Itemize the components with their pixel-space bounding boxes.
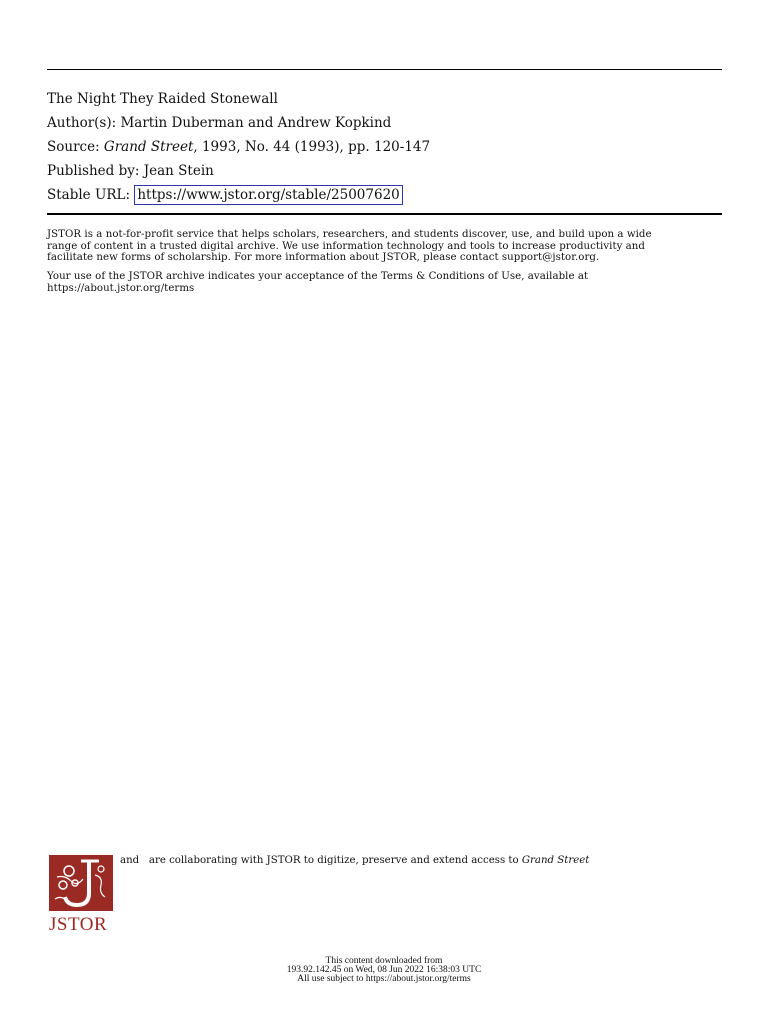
publisher-value: Jean Stein xyxy=(143,163,214,179)
article-title xyxy=(47,87,278,111)
jstor-notice xyxy=(47,229,722,264)
terms-notice xyxy=(47,271,722,294)
collaboration-journal: Grand Street xyxy=(521,855,590,866)
stable-url-link[interactable]: https://www.jstor.org/stable/25007620 xyxy=(134,185,402,205)
jstor-wordmark: JSTOR xyxy=(49,914,108,935)
source-label: Source: xyxy=(47,139,100,155)
collaboration-text: and are collaborating with JSTOR to digitize, preserve and extend access to xyxy=(120,855,522,866)
source-details: , 1993, No. 44 (1993), pp. 120-147 xyxy=(193,139,431,155)
notice-line: range of content in a trusted digital archive. We use information technology and tools to increase productivity and xyxy=(47,240,645,252)
header-divider xyxy=(47,213,722,215)
authors-value: Martin Duberman and Andrew Kopkind xyxy=(120,115,392,131)
stable-url-label: Stable URL: xyxy=(47,187,131,203)
collaboration-statement xyxy=(120,855,589,866)
jstor-logo-icon xyxy=(49,855,113,911)
top-rule xyxy=(47,69,722,70)
footer-download-line: This content downloaded from xyxy=(325,956,443,966)
publisher-line xyxy=(47,159,214,183)
source-line xyxy=(47,135,430,159)
authors-line xyxy=(47,111,391,135)
footer-ip-line: 193.92.142.45 on Wed, 08 Jun 2022 16:38:03 UTC xyxy=(286,965,482,975)
stable-url-line xyxy=(47,183,403,207)
terms-link[interactable]: https://about.jstor.org/terms xyxy=(47,282,195,294)
source-journal: Grand Street xyxy=(103,139,194,155)
notice-line: facilitate new forms of scholarship. For more information about JSTOR, please contact support@jstor.org. xyxy=(47,252,600,263)
title-text: The Night They Raided Stonewall xyxy=(47,91,278,107)
authors-label: Author(s): xyxy=(47,115,117,131)
notice-line: JSTOR is a not-for-profit service that helps scholars, researchers, and students discover, use, and build upon a wide xyxy=(47,229,652,240)
footer-terms-line: All use subject to https://about.jstor.org/terms xyxy=(297,974,471,984)
publisher-label: Published by: xyxy=(47,163,140,179)
terms-line: Your use of the JSTOR archive indicates your acceptance of the Terms & Conditions of Use, available at xyxy=(47,271,589,282)
